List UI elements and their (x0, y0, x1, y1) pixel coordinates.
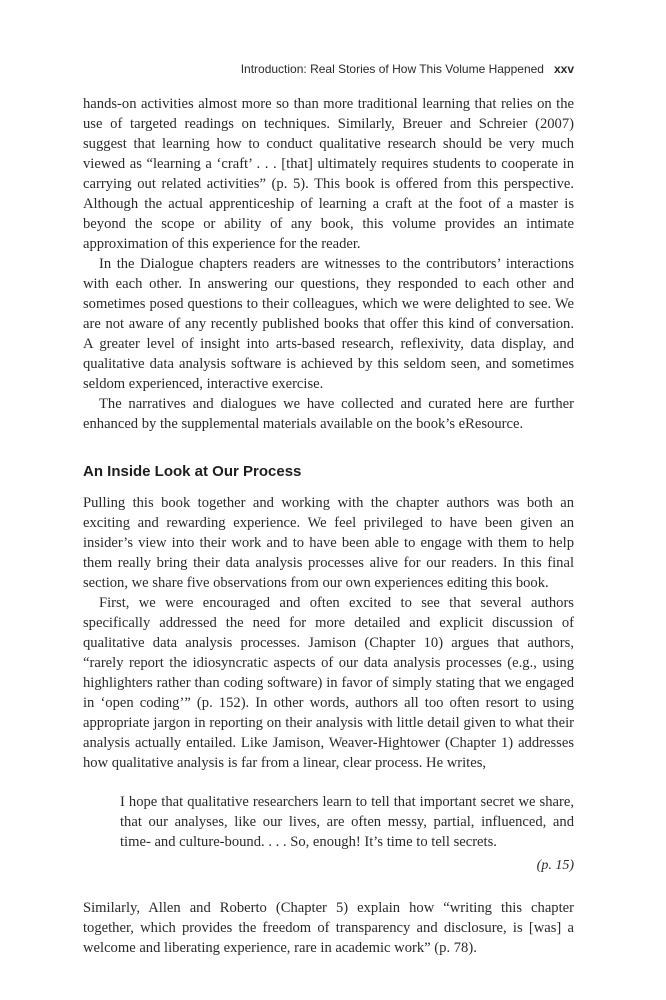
paragraph: The narratives and dialogues we have collected and curated here are further enhanced by the supplemental materials available on the book’s eResource. (83, 396, 574, 432)
section-heading: An Inside Look at Our Process (83, 463, 302, 480)
paragraph: hands-on activities almost more so than more traditional learning that relies on the use of targeted readings on techniques. Similarly, Breuer and Schreier (2007) suggest that learning how to conduct qualitative research should be very much viewed as “learning a ‘craft’ . . . [that] ultimately requires students to cooperate in carrying out related activities” (p. 5). This book is offered from this perspective. Although the actual apprenticeship of learning a craft at the foot of a master is beyond the scope or ability of any book, this volume provides an intimate approximation of this experience for the reader. (83, 96, 574, 252)
running-head (241, 62, 574, 76)
paragraph: Similarly, Allen and Roberto (Chapter 5) explain how “writing this chapter together, which provides the freedom of transparency and disclosure, is [was] a welcome and liberating experience, rare in academic work” (p. 78). (83, 900, 574, 956)
paragraph: In the Dialogue chapters readers are witnesses to the contributors’ interactions with each other. In answering our questions, they responded to each other and sometimes posed questions to their colleagues, which we were delighted to see. We are not aware of any recently published books that offer this kind of conversation. A greater level of insight into arts-based research, reflexivity, data display, and qualitative data analysis software is achieved by this seldom seen, and sometimes seldom experienced, interactive exercise. (83, 256, 574, 392)
running-head-title: Introduction: Real Stories of How This Volume Happened (240, 62, 544, 76)
block-quote (83, 792, 574, 876)
body-text (83, 94, 574, 958)
page-number: xxv (553, 62, 574, 76)
paragraph: Pulling this book together and working with the chapter authors was both an exciting and rewarding experience. We feel privileged to have been given an insider’s view into their work and to have been able to engage with them to help them really bring their data analysis processes alive for our readers. In this final section, we share five observations from our own experiences editing this book. (83, 495, 574, 591)
quote-citation: (p. 15) (536, 858, 574, 873)
paragraph: First, we were encouraged and often excited to see that several authors specifically addressed the need for more detailed and explicit discussion of qualitative data analysis processes. Jamison (Chapter 10) argues that authors, “rarely report the idiosyncratic aspects of our data analysis processes (e.g., using highlighters rather than coding software) in favor of simply stating that we engaged in ‘open coding’” (p. 152). In other words, authors all too often resort to using appropriate jargon in reporting on their analysis with little detail given to what their analysis actually entailed. Like Jamison, Weaver-Hightower (Chapter 1) addresses how qualitative analysis is far from a linear, clear process. He writes, (83, 595, 574, 771)
quote-text: I hope that qualitative researchers learn to tell that important secret we share, that our analyses, like our lives, are often messy, partial, influenced, and time- and culture-bound. . . . So, enough! It’s time to tell secrets. (120, 794, 574, 850)
